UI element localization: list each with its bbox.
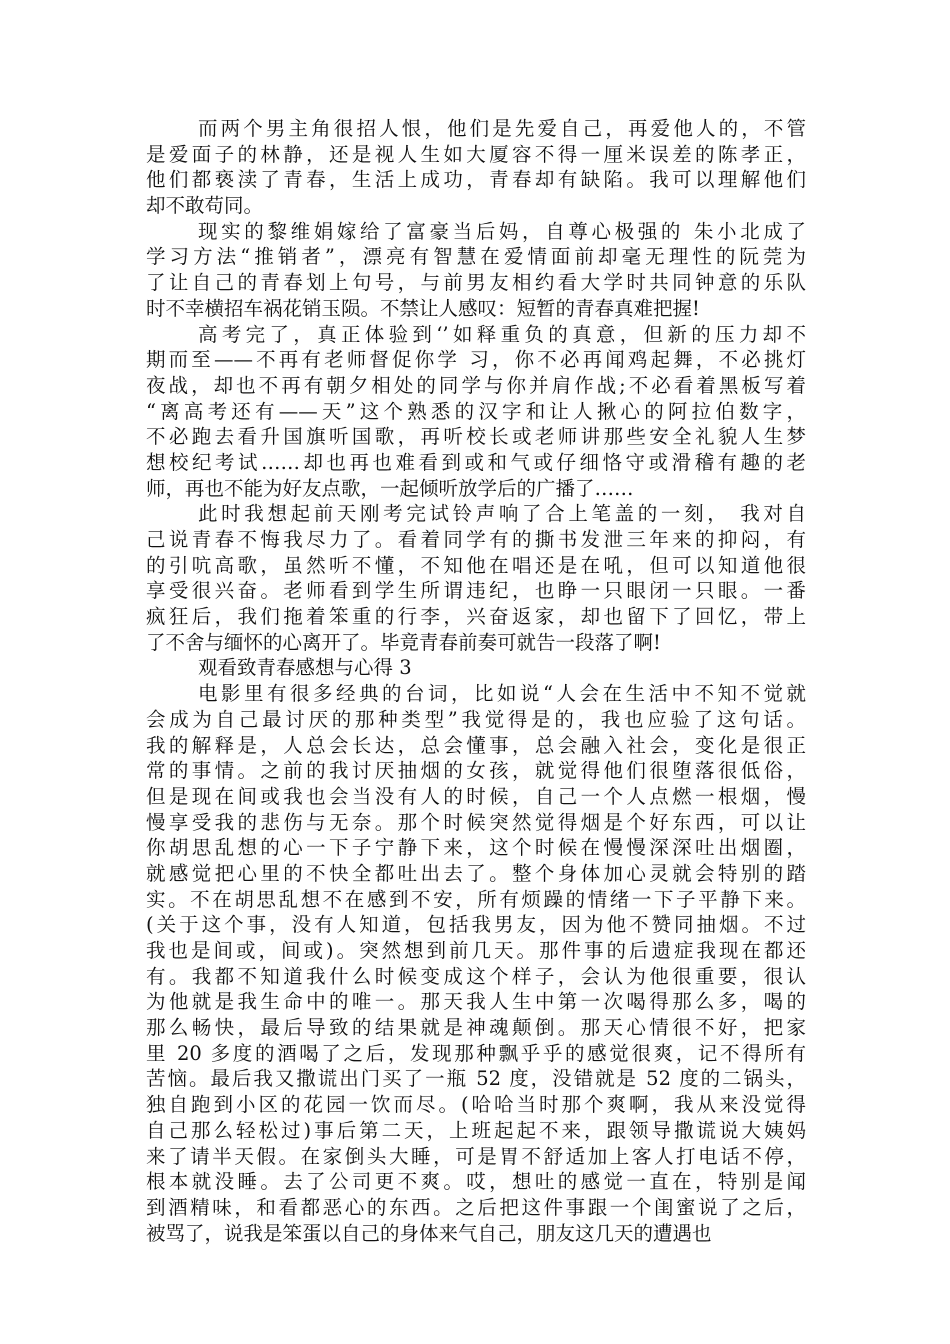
text-line: 夜战，却也不再有朝夕相处的同学与你并肩作战;不必看着黑板写着: [146, 373, 806, 397]
text-line: 你胡思乱想的心一下子宁静下来，这个时候在慢慢深深吐出烟圈，: [146, 836, 806, 860]
text-line: 时不幸横招车祸花销玉陨。不禁让人感叹：短暂的青春真难把握!: [146, 296, 700, 320]
text-line: 学习方法“推销者”，漂亮有智慧在爱情面前却毫无理性的阮莞为: [146, 245, 806, 269]
paragraph: [146, 501, 806, 655]
text-line: “离高考还有——天”这个熟悉的汉字和让人揪心的阿拉伯数字，: [146, 399, 806, 423]
text-line: 有。我都不知道我什么时候变成这个样子，会认为他很重要，很认: [146, 964, 806, 988]
text-line: 我的解释是，人总会长达，总会懂事，总会融入社会，变化是很正: [146, 733, 806, 757]
text-line: 根本就没睡。去了公司更不爽。哎，想吐的感觉一直在，特别是闻: [146, 1170, 806, 1194]
text-line: 享受很兴奋。老师看到学生所谓违纪，也睁一只眼闭一只眼。一番: [146, 579, 806, 603]
text-line: 自己那么轻松过)事后第二天，上班起起不来，跟领导撒谎说大姨妈: [146, 1118, 806, 1142]
paragraph: [146, 116, 806, 219]
paragraph: [146, 655, 806, 681]
text-line: 来了请半天假。在家倒头大睡，可是胃不舒适加上客人打电话不停，: [146, 1144, 806, 1168]
text-line: 观看致青春感想与心得 3: [198, 656, 412, 680]
text-line: 他们都亵渎了青春，生活上成功，青春却有缺陷。我可以理解他们: [146, 168, 806, 192]
text-line: 到酒精味，和看都恶心的东西。之后把这件事跟一个闺蜜说了之后，: [146, 1195, 806, 1219]
text-line: 会成为自己最讨厌的那种类型”我觉得是的，我也应验了这句话。: [146, 707, 806, 731]
text-line: 的引吭高歌，虽然听不懂，不知他在唱还是在吼，但可以知道他很: [146, 553, 806, 577]
text-line: 常的事情。之前的我讨厌抽烟的女孩，就觉得他们很堕落很低俗，: [146, 759, 806, 783]
text-line: 师，再也不能为好友点歌，一起倾听放学后的广播了……: [146, 476, 634, 500]
text-line: 实。不在胡思乱想不在感到不安，所有烦躁的情绪一下子平静下来。: [146, 887, 806, 911]
text-line: 己说青春不悔我尽力了。看着同学有的撕书发泄三年来的抑闷，有: [146, 528, 806, 551]
text-line: 不必跑去看升国旗听国歌，再听校长或老师讲那些安全礼貌人生梦: [146, 425, 806, 449]
text-line: 而两个男主角很招人恨，他们是先爱自己，再爱他人的，不管: [198, 117, 806, 140]
text-line: 为他就是我生命中的唯一。那天我人生中第一次喝得那么多，喝的: [146, 990, 806, 1014]
text-line: 却不敢苟同。: [146, 194, 264, 218]
text-line: 慢享受我的悲伤与无奈。那个时候突然觉得烟是个好东西，可以让: [146, 810, 806, 834]
text-line: 现实的黎维娟嫁给了富豪当后妈，自尊心极强的 朱小北成了: [198, 219, 806, 243]
text-line: 苦恼。最后我又撒谎出门买了一瓶 52 度，没错就是 52 度的二锅头，: [146, 1067, 806, 1091]
text-line: 独自跑到小区的花园一饮而尽。(哈哈当时那个爽啊，我从来没觉得: [146, 1093, 806, 1117]
text-line: 想校纪考试……却也再也难看到或和气或仔细恪守或滑稽有趣的老: [146, 450, 806, 474]
text-line: 那么畅快，最后导致的结果就是神魂颠倒。那天心情很不好，把家: [146, 1016, 806, 1040]
text-line: 被骂了，说我是笨蛋以自己的身体来气自己，朋友这几天的遭遇也: [146, 1221, 712, 1245]
text-line: 高考完了，真正体验到‘’如释重负的真意，但新的压力却不: [198, 322, 806, 346]
text-line: 就感觉把心里的不快全都吐出去了。整个身体加心灵就会特别的踏: [146, 861, 806, 885]
text-line: 但是现在间或我也会当没有人的时候，自己一个人点燃一根烟，慢: [146, 784, 806, 808]
text-line: 是爱面子的林静，还是视人生如大厦容不得一厘米误差的陈孝正，: [146, 142, 806, 166]
text-line: 了让自己的青春划上句号，与前男友相约看大学时共同钟意的乐队: [146, 271, 806, 295]
text-line: 我也是间或，间或)。突然想到前几天。那件事的后遗症我现在都还: [146, 939, 806, 962]
paragraph: [146, 681, 806, 1246]
text-line: 期而至——不再有老师督促你学 习，你不必再闻鸡起舞，不必挑灯: [146, 348, 806, 372]
text-line: 了不舍与缅怀的心离开了。毕竟青春前奏可就告一段落了啊!: [146, 630, 661, 654]
document-body: [146, 116, 806, 1246]
text-line: 电影里有很多经典的台词，比如说“人会在生活中不知不觉就: [198, 682, 806, 706]
text-line: 疯狂后，我们拖着笨重的行李，兴奋返家，却也留下了回忆，带上: [146, 605, 806, 629]
paragraph: [146, 322, 806, 502]
text-line: 此时我想起前天刚考完试铃声响了合上笔盖的一刻， 我对自: [198, 502, 806, 526]
paragraph: [146, 219, 806, 322]
text-line: 里 20 多度的酒喝了之后，发现那种飘乎乎的感觉很爽，记不得所有: [146, 1041, 806, 1065]
text-line: (关于这个事，没有人知道，包括我男友，因为他不赞同抽烟。不过: [146, 913, 806, 937]
